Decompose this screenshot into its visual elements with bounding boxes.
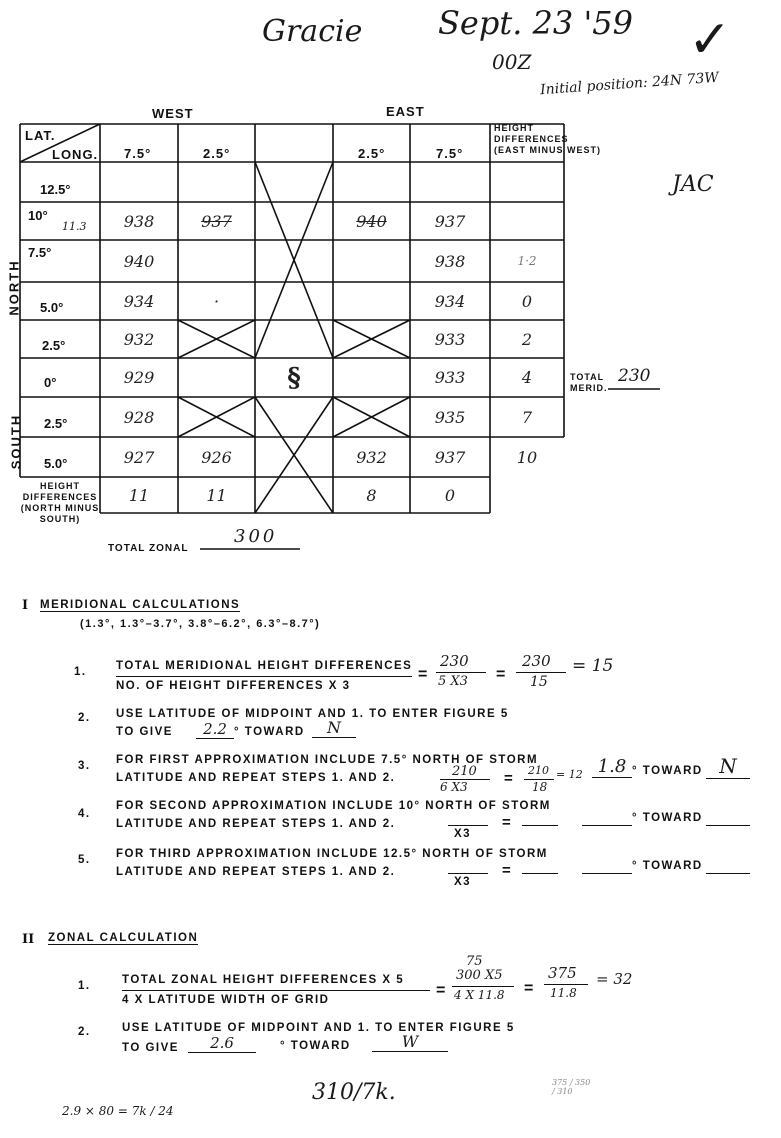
s3-eq2: = 12: [556, 768, 583, 781]
row-lat-1: 10°: [28, 208, 48, 223]
z1-eq1: =: [436, 982, 447, 999]
row-lat-6: 2.5°: [44, 416, 68, 431]
z1-top: TOTAL ZONAL HEIGHT DIFFERENCES X 5: [122, 974, 405, 986]
row-lat-0: 12.5°: [40, 182, 71, 197]
date-annotation: Sept. 23 '59: [438, 4, 633, 42]
cell-r1-e75: 937: [434, 211, 466, 231]
s3-f2-bottom: 18: [532, 780, 548, 794]
s1-bottom: NO. OF HEIGHT DIFFERENCES X 3: [116, 680, 351, 692]
s1-top: TOTAL MERIDIONAL HEIGHT DIFFERENCES: [116, 660, 413, 672]
cell-r1-w25: 937: [201, 211, 232, 231]
cell-r4-w75: 932: [123, 329, 155, 349]
col-east-7-5: 7.5°: [436, 146, 464, 161]
ns-w25: 11: [206, 485, 227, 505]
initials: JAC: [672, 172, 714, 197]
cell-r6-e75: 935: [434, 407, 466, 427]
s5-x3: X3: [454, 876, 472, 888]
section2-numeral: II: [22, 932, 35, 947]
z2-value: 2.6: [188, 1034, 256, 1053]
ns-e75: 0: [444, 485, 456, 505]
total-zonal-value: 300: [234, 526, 278, 547]
cell-r2-e75: 938: [434, 251, 466, 271]
cell-r4-diff: 2: [521, 329, 533, 349]
s3-f1-bottom: 6 X3: [440, 780, 468, 794]
section1-title: MERIDIONAL CALCULATIONS: [40, 599, 241, 611]
initial-position: Initial position: 24N 73W: [539, 69, 720, 99]
cell-r3-w25: ·: [213, 291, 220, 311]
s4-line1: FOR SECOND APPROXIMATION INCLUDE 10° NORTH OF STORM: [116, 800, 551, 812]
z1-f1-bottom: 4 X 11.8: [454, 988, 505, 1002]
cell-r6-diff: 7: [521, 407, 533, 427]
cell-r7-w25: 926: [201, 447, 232, 467]
row-lat-7: 5.0°: [44, 456, 68, 471]
s4-eq: =: [502, 814, 513, 831]
west-label: WEST: [152, 106, 194, 121]
s4-x3: X3: [454, 828, 472, 840]
s2-toward: N: [312, 718, 356, 738]
total-merid-label: TOTAL MERID.: [570, 372, 608, 393]
s5-toward: ° TOWARD: [632, 860, 703, 872]
s1-f2-bottom: 15: [530, 674, 548, 690]
s2-line2a: TO GIVE: [116, 726, 173, 738]
s1-f1-top: 230: [440, 652, 469, 670]
s3-f2-top: 210: [528, 764, 549, 777]
z1-f2-bottom: 11.8: [550, 986, 577, 1000]
south-label: SOUTH: [8, 413, 24, 470]
cell-r7-e75: 937: [434, 447, 466, 467]
lat-label: LAT.: [25, 128, 56, 143]
z2-line1: USE LATITUDE OF MIDPOINT AND 1. TO ENTER FIGURE 5: [122, 1022, 515, 1034]
east-label: EAST: [386, 104, 425, 119]
long-label: LONG.: [52, 147, 99, 162]
height-diff-ns-label: HEIGHT DIFFERENCES (NORTH MINUS SOUTH): [20, 481, 100, 524]
s1-f1-bottom: 5 X3: [438, 674, 468, 689]
row-lat-2: 7.5°: [28, 245, 52, 260]
col-east-2-5: 2.5°: [358, 146, 386, 161]
ns-w75: 11: [128, 485, 150, 505]
cell-r3-e75: 934: [434, 291, 466, 311]
footer-result: 310/7k.: [312, 1080, 396, 1105]
col-west-7-5: 7.5°: [124, 146, 152, 161]
s4-toward: ° TOWARD: [632, 812, 703, 824]
footer-calc-right: 375 / 350 / 310: [552, 1078, 591, 1096]
row-lat-3: 5.0°: [40, 300, 64, 315]
total-merid-value: 230: [618, 366, 651, 386]
s5-line1: FOR THIRD APPROXIMATION INCLUDE 12.5° NORTH OF STORM: [116, 848, 548, 860]
cell-r7-diff: 10: [516, 447, 538, 467]
s3-value: 1.8: [592, 756, 632, 778]
s3-line2: LATITUDE AND REPEAT STEPS 1. AND 2.: [116, 772, 396, 784]
z1-f1-top-a: 75: [466, 954, 483, 969]
cell-r7-w75: 927: [123, 447, 155, 467]
z1-bottom: 4 X LATITUDE WIDTH OF GRID: [122, 994, 330, 1006]
footer-calc-left: 2.9 × 80 = 7k / 24: [62, 1104, 174, 1118]
storm-name: Gracie: [262, 14, 363, 49]
s2-line2b: ° TOWARD: [234, 726, 305, 738]
cell-r1-w75: 938: [123, 211, 155, 231]
total-zonal-label: TOTAL ZONAL: [108, 543, 189, 554]
z2-toward: W: [372, 1032, 448, 1052]
col-west-2-5: 2.5°: [203, 146, 231, 161]
cell-r1-e25: 940: [356, 211, 387, 231]
ns-e25: 8: [366, 485, 377, 505]
z1-f2-top: 375: [548, 964, 577, 982]
section2-title: ZONAL CALCULATION: [48, 932, 199, 944]
cell-r3-w75: 934: [123, 291, 155, 311]
cell-r4-e75: 933: [434, 329, 466, 349]
s5-num: 5.: [78, 854, 91, 866]
s1-eq2: =: [496, 666, 507, 683]
s1-result: = 15: [572, 656, 614, 676]
z1-num: 1.: [78, 980, 91, 992]
s1-num: 1.: [74, 666, 87, 678]
s3-line1: FOR FIRST APPROXIMATION INCLUDE 7.5° NORTH OF STORM: [116, 754, 539, 766]
row-lat-5: 0°: [44, 375, 57, 390]
section1-numeral: I: [22, 598, 29, 613]
z2-num: 2.: [78, 1026, 91, 1038]
cell-r5-w75: 929: [123, 368, 155, 387]
s4-num: 4.: [78, 808, 91, 820]
z2-line2a: TO GIVE: [122, 1042, 179, 1054]
cell-r2-w75: 940: [123, 251, 155, 271]
z1-result: = 32: [596, 970, 633, 988]
s1-f2-top: 230: [522, 652, 551, 670]
s2-num: 2.: [78, 712, 91, 724]
section1-ranges: (1.3°, 1.3°–3.7°, 3.8°–6.2°, 6.3°–8.7°): [80, 618, 321, 630]
checkmark-icon: ✓: [688, 10, 732, 70]
s2-value: 2.2: [196, 720, 234, 739]
time-annotation: 00Z: [492, 50, 532, 74]
s4-line2: LATITUDE AND REPEAT STEPS 1. AND 2.: [116, 818, 396, 830]
north-label: NORTH: [6, 259, 22, 316]
storm-symbol-icon: §: [287, 362, 301, 393]
s3-toward-label: ° TOWARD: [632, 765, 703, 777]
s3-toward: N: [706, 754, 750, 779]
s5-eq: =: [502, 862, 513, 879]
z2-line2b: ° TOWARD: [280, 1040, 351, 1052]
s3-num: 3.: [78, 760, 91, 772]
z1-eq2: =: [524, 980, 535, 997]
cell-r3-diff: 0: [521, 291, 533, 311]
cell-r5-e75: 933: [434, 368, 466, 387]
z1-f1-top-b: 300 X5: [456, 968, 503, 983]
cell-r5-diff: 4: [521, 368, 533, 387]
s3-eq1: =: [504, 770, 515, 787]
row-lat-4: 2.5°: [42, 338, 66, 353]
cell-r6-w75: 928: [123, 407, 155, 427]
s5-line2: LATITUDE AND REPEAT STEPS 1. AND 2.: [116, 866, 396, 878]
s2-line1: USE LATITUDE OF MIDPOINT AND 1. TO ENTER FIGURE 5: [116, 708, 509, 720]
cell-r2-diff: 1·2: [517, 254, 537, 268]
row-lat-1-sub: 11.3: [62, 220, 87, 233]
s1-eq1: =: [418, 666, 429, 683]
cell-r7-e25: 932: [356, 447, 387, 467]
height-diff-ew-label: HEIGHT DIFFERENCES (EAST MINUS WEST): [494, 123, 601, 155]
s3-f1-top: 210: [452, 764, 477, 779]
